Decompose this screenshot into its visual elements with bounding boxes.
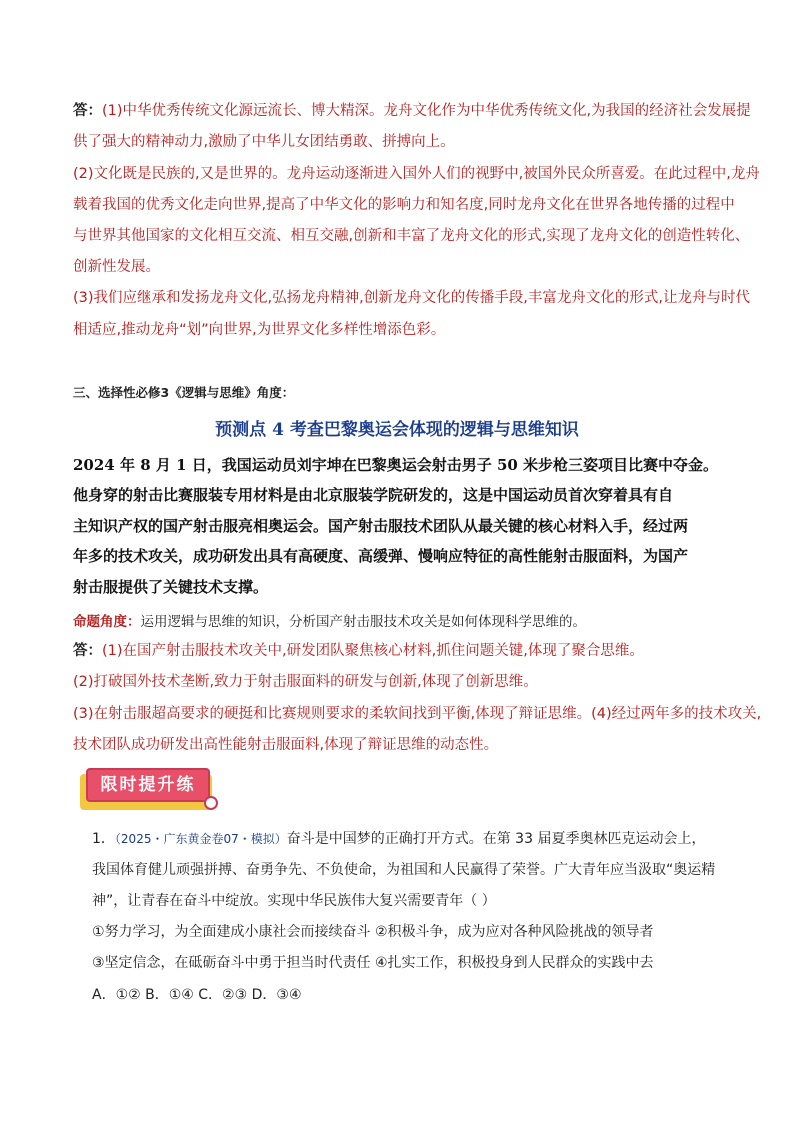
answer1-line-3: (2)文化既是民族的,又是世界的。龙舟运动逐渐进入国外人们的视野中,被国外民众所喜爱。在此过程中,龙舟 [73,166,760,182]
answer1-line-8: 相适应,推动龙舟“划”向世界,为世界文化多样性增添色彩。 [73,322,446,338]
answer2-line-2: (2)打破国外技术垄断,致力于射击服面料的研发与创新,体现了创新思维。 [73,674,538,690]
answer2-line-1: 答：(1)在国产射击服技术攻关中,研发团队聚焦核心材料,抓住问题关键,体现了聚合思维。 [73,643,644,659]
answer1-line-6: 创新性发展。 [73,259,160,275]
answer2-line-4: 技术团队成功研发出高性能射击服面料,体现了辩证思维的动态性。 [73,737,499,753]
question-angle [73,610,586,630]
answer1-line-4: 载着我国的优秀文化走向世界,提高了中华文化的影响力和知名度,同时龙舟文化在世界各地传播的过程中 [73,197,735,213]
prediction-title: 预测点 4 考查巴黎奥运会体现的逻辑与思维知识 [215,420,579,440]
section-heading: 三、选择性必修3《逻辑与思维》角度： [73,385,295,400]
news-line-3: 主知识产权的国产射击服亮相奥运会。国产射击服技术团队从最关键的核心材料入手，经过两 [73,517,689,535]
question1-option-row-1: ①努力学习，为全面建成小康社会而接续奋斗 ②积极斗争，成为应对各种风险挑战的领导者 [92,924,654,940]
question1-line-2: 我国体育健儿顽强拼搏、奋勇争先、不负使命，为祖国和人民赢得了荣誉。广大青年应当汲取“奥运精 [92,862,716,878]
news-line-2: 他身穿的射击比赛服装专用材料是由北京服装学院研发的，这是中国运动员首次穿着具有自 [73,486,674,504]
answer2-label: 答： [73,643,102,659]
question1-number: 1． [92,831,115,847]
news-line-5: 射击服提供了关键技术支撑。 [73,578,269,596]
badge-ring-icon [204,796,218,810]
answer1-label: 答： [73,103,102,119]
question1-choices: A．①② B．①④ C．②③ D．③④ [92,987,302,1003]
question-angle-text: 运用逻辑与思维的知识，分析国产射击服技术攻关是如何体现科学思维的。 [140,614,586,630]
answer1-line-7: (3)我们应继承和发扬龙舟文化,弘扬龙舟精神,创新龙舟文化的传播手段,丰富龙舟文化的形式,让龙舟与时代 [73,290,750,306]
answer1-line-1: 答：(1)中华优秀传统文化源远流长、博大精深。龙舟文化作为中华优秀传统文化,为我国的经济社会发展提 [73,103,751,119]
question1-source: （2025・广东黄金卷07・模拟） [114,832,287,846]
news-line-4: 年多的技术攻关，成功研发出具有高硬度、高缓弹、慢响应特征的高性能射击服面料，为国产 [73,547,689,565]
badge-label: 限时提升练 [86,768,210,802]
question1-line-1: 1．（2025・广东黄金卷07・模拟）奋斗是中国梦的正确打开方式。在第 33 届夏季奥林匹克运动会上， [92,831,706,847]
news-line-1: 2024 年 8 月 1 日，我国运动员刘宇坤在巴黎奥运会射击男子 50 米步枪三姿项目比赛中夺金。 [73,456,719,474]
timed-practice-badge [80,768,220,812]
question1-line-3: 神”，让青春在奋斗中绽放。实现中华民族伟大复兴需要青年（ ） [92,893,496,909]
answer2-line-3: (3)在射击服超高要求的硬挺和比赛规则要求的柔软间找到平衡,体现了辩证思维。(4)经过两年多的技术攻关, [73,706,762,722]
answer1-line-5: 与世界其他国家的文化相互交流、相互交融,创新和丰富了龙舟文化的形式,实现了龙舟文化的创造性转化、 [73,228,750,244]
question1-option-row-2: ③坚定信念，在砥砺奋斗中勇于担当时代责任 ④扎实工作，积极投身到人民群众的实践中去 [92,955,654,971]
answer1-line-2: 供了强大的精神动力,激励了中华儿女团结勇敢、拼搏向上。 [73,134,455,150]
question-angle-label: 命题角度： [73,614,141,630]
